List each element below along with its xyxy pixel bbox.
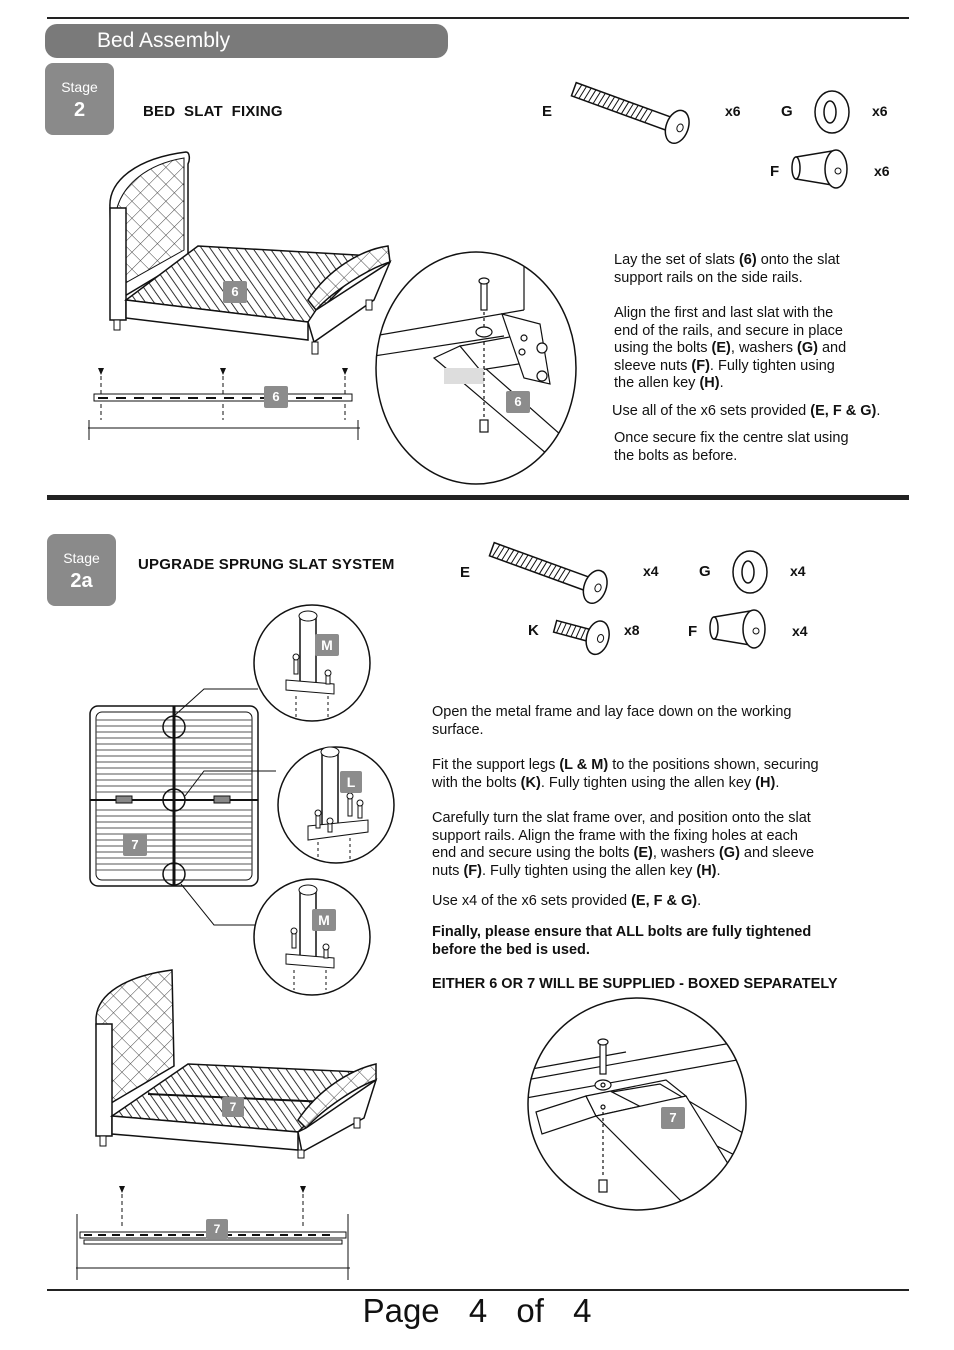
callout-badge-7b <box>222 1097 244 1117</box>
part-qty-g: x6 <box>872 103 888 119</box>
stage-2a-warning: Finally, please ensure that ALL bolts are fully tightened before the bed is used. <box>432 924 812 958</box>
part-qty-f: x6 <box>874 163 890 179</box>
stage-number: 2 <box>73 99 86 121</box>
sleeve-nut-f-icon <box>706 605 772 655</box>
top-rule <box>47 17 909 19</box>
stage-label: Stage <box>61 79 98 95</box>
part-letter-f: F <box>688 623 698 640</box>
stage-2-title: BED SLAT FIXING <box>143 103 283 120</box>
bolt-k-icon <box>550 610 616 662</box>
stage-2a-instruction-3: Carefully turn the slat frame over, and position onto the slat support rails. Align the frame with the fixing holes at each end and secure using the bolts (E), washers (G) and sleeve nuts (F). Fully tighten using the allen key (H). <box>432 810 815 879</box>
page-current: 4 <box>468 1292 488 1329</box>
callout-badge-7d <box>661 1107 685 1129</box>
stage-badge-2a <box>47 534 116 606</box>
part-qty-k: x8 <box>624 622 640 638</box>
stage-2a-instruction-2: Fit the support legs (L & M) to the positions shown, securing with the bolts (K). Fully tighten using the allen key (H). <box>432 757 819 791</box>
callout-number: 6 <box>272 389 280 404</box>
leg-badge-m-bottom: M <box>312 909 336 931</box>
leg-badge-l: L <box>340 771 362 793</box>
part-qty-g: x4 <box>790 563 806 579</box>
callout-number: 6 <box>514 394 522 409</box>
page-total: 4 <box>573 1292 592 1329</box>
supply-notice: EITHER 6 OR 7 WILL BE SUPPLIED - BOXED SEPARATELY <box>432 976 838 992</box>
callout-number: 7 <box>213 1222 221 1236</box>
bed-with-slats-illustration <box>98 150 394 360</box>
part-letter-f: F <box>770 163 780 180</box>
bottom-rule <box>47 1289 909 1291</box>
part-qty-e: x4 <box>643 563 659 579</box>
slat-fixing-detail-circle <box>374 250 578 486</box>
part-qty-e: x6 <box>725 103 741 119</box>
callout-number: 7 <box>669 1110 677 1125</box>
part-qty-f: x4 <box>792 623 808 639</box>
part-letter-e: E <box>542 103 553 120</box>
stage-2a-instruction-4: Use x4 of the x6 sets provided (E, F & G). <box>432 893 702 909</box>
section-header-title: Bed Assembly <box>97 29 231 52</box>
callout-badge-7c <box>206 1219 228 1239</box>
stage-2-instruction-2: Align the first and last slat with the end of the rails, and secure in place using the bolts (E), washers (G) and sleeve nuts (F). Fully tighten using the allen key (H). <box>614 305 847 391</box>
sprung-slat-frame-diagram <box>86 600 396 1000</box>
callout-number: 6 <box>231 284 239 299</box>
part-letter-e: E <box>460 564 471 581</box>
part-letter-g: G <box>699 563 711 580</box>
page-of-word: of <box>516 1292 544 1329</box>
washer-g-icon <box>810 88 854 136</box>
page-footer <box>0 1292 954 1330</box>
part-letter-k: K <box>528 622 539 639</box>
callout-badge-6b <box>264 386 288 408</box>
callout-badge-6a <box>223 281 247 303</box>
bed-with-sprung-slats-illustration <box>88 970 378 1156</box>
slat-side-view-diagram <box>88 366 360 442</box>
callout-badge-7a <box>123 834 147 856</box>
stage-2a-instruction-1: Open the metal frame and lay face down on the working surface. <box>432 704 792 738</box>
callout-badge-6c <box>506 391 530 413</box>
section-divider <box>47 495 909 500</box>
bolt-e-icon <box>486 540 616 610</box>
leg-badge-m-top: M <box>315 634 339 656</box>
callout-number: 7 <box>229 1100 237 1114</box>
stage-label: Stage <box>63 550 100 566</box>
stage-2-instruction-4: Once secure fix the centre slat using the bolts as before. <box>614 430 849 464</box>
part-letter-g: G <box>781 103 793 120</box>
callout-number: 7 <box>131 837 139 852</box>
stage-2-instruction-1: Lay the set of slats (6) onto the slat support rails on the side rails. <box>614 252 840 286</box>
sprung-slat-fixing-detail-circle <box>526 996 748 1212</box>
page-word: Page <box>362 1292 440 1329</box>
bolt-e-icon <box>568 80 698 148</box>
stage-2a-title: UPGRADE SPRUNG SLAT SYSTEM <box>138 556 395 573</box>
stage-badge-2 <box>45 63 114 135</box>
washer-g-icon <box>728 548 772 596</box>
sleeve-nut-f-icon <box>788 145 854 195</box>
stage-2-instruction-3: Use all of the x6 sets provided (E, F & G). <box>612 403 881 419</box>
stage-number: 2a <box>70 570 93 592</box>
section-header <box>45 24 448 58</box>
